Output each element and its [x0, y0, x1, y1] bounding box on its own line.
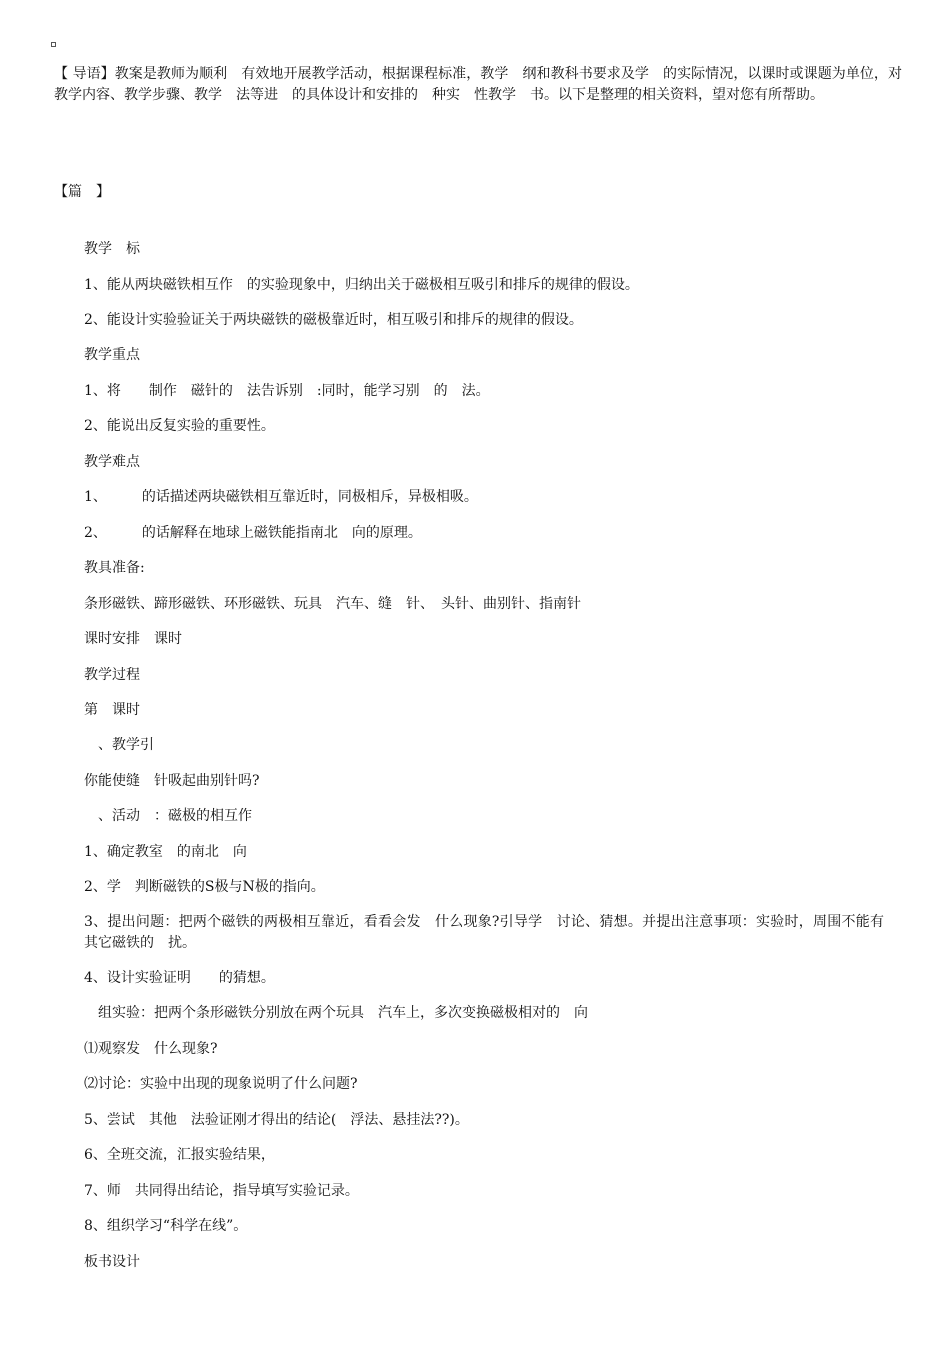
difficulty-2: 2、 的话解释在地球上磁铁能指南北 向的原理。 — [84, 525, 422, 541]
step-8: 8、组织学习“科学在线”。 — [84, 1218, 248, 1234]
key-point-2: 2、能说出反复实验的重要性。 — [84, 418, 275, 434]
schedule-line: 课时安排 课时 — [84, 631, 182, 647]
goal-item-1: 1、能从两块磁铁相互作 的实验现象中，归纳出关于磁极相互吸引和排斥的规律的假设。 — [84, 277, 639, 293]
intro-question: 你能使缝 针吸起曲别针吗? — [84, 773, 260, 789]
part-activity: 、活动 ：磁极的相互作 — [84, 808, 252, 824]
part-intro: 、教学引 — [84, 737, 154, 753]
step-1: 1、确定教室 的南北 向 — [84, 844, 247, 860]
heading-materials: 教具准备: — [84, 560, 145, 576]
intro-paragraph: 【 导语】教案是教师为顺利 有效地开展教学活动，根据课程标准，教学 纲和教科书要求及学 的实际情况，以课时或课题为单位，对教学内容、教学步骤、教学 法等进 的具体设计和安排的 种实 性教学 书。以下是整理的相关资料，望对您有所帮助。 — [54, 66, 902, 103]
sub-step-discuss: ⑵讨论：实验中出现的现象说明了什么问题? — [84, 1076, 358, 1092]
page-marker-icon — [51, 42, 56, 47]
goal-item-2: 2、能设计实验验证关于两块磁铁的磁极靠近时，相互吸引和排斥的规律的假设。 — [84, 312, 583, 328]
step-6: 6、全班交流，汇报实验结果， — [84, 1147, 275, 1163]
heading-board-design: 板书设计 — [84, 1254, 140, 1270]
difficulty-1: 1、 的话描述两块磁铁相互靠近时，同极相斥，异极相吸。 — [84, 489, 478, 505]
step-7: 7、师 共同得出结论，指导填写实验记录。 — [84, 1183, 359, 1199]
heading-teaching-goals: 教学 标 — [84, 241, 140, 257]
materials-list: 条形磁铁、蹄形磁铁、环形磁铁、玩具 汽车、缝 针、 头针、曲别针、指南针 — [84, 596, 581, 612]
sub-step-observe: ⑴观察发 什么现象? — [84, 1041, 218, 1057]
lesson-number: 第 课时 — [84, 702, 140, 718]
key-point-1: 1、将 制作 磁针的 法告诉别 :同时，能学习别 的 法。 — [84, 383, 490, 399]
step-3: 3、提出问题：把两个磁铁的两极相互靠近，看看会发 什么现象?引导学 讨论、猜想。并提出注意事项：实验时，周围不能有其它磁铁的 扰。 — [84, 914, 884, 951]
section-title: 【篇 】 — [54, 184, 110, 200]
step-5: 5、尝试 其他 法验证刚才得出的结论( 浮法、悬挂法??)。 — [84, 1112, 469, 1128]
heading-process: 教学过程 — [84, 667, 140, 683]
heading-difficulties: 教学难点 — [84, 454, 140, 470]
heading-key-points: 教学重点 — [84, 347, 140, 363]
step-4: 4、设计实验证明 的猜想。 — [84, 970, 275, 986]
step-2: 2、学 判断磁铁的S极与N极的指向。 — [84, 879, 325, 895]
group-experiment: 组实验：把两个条形磁铁分别放在两个玩具 汽车上，多次变换磁极相对的 向 — [84, 1005, 588, 1021]
